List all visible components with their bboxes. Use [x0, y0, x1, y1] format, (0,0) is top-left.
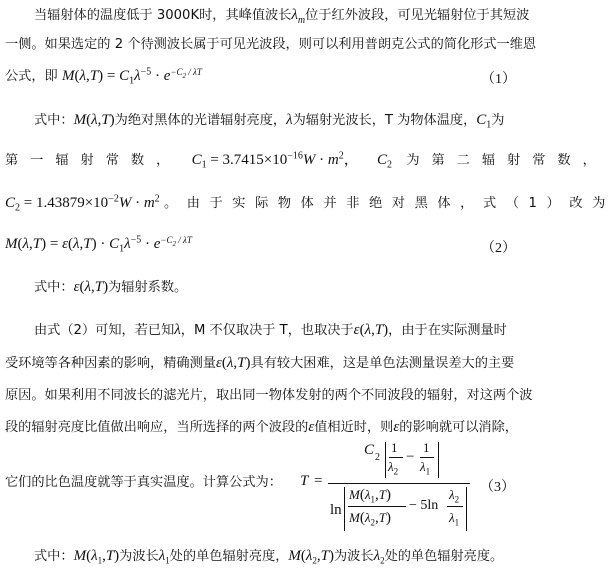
- equation-1: M: [62, 68, 75, 84]
- p2-line1: 式中：M(λ,T)为绝对黑体的光谱辐射亮度，λ为辐射光波长，T 为物体温度，$C_1$为: [34, 112, 505, 131]
- p4-line2: 受环境等各种因素的影响，精确测量ε(λ,T)具有较大困难，这是单色法测量误差大的主要: [5, 355, 515, 371]
- p5-line: 式中：$M(\lambda_1,T)$为波长$\lambda_1$处的单色辐射亮度，$M(\lambda_2,T)$为波长$\lambda_2$处的单色辐射亮度。: [34, 548, 504, 566]
- equation-3-number: （3）: [480, 480, 515, 495]
- p2-line3: $C_2 = 1.43879\times 10^{-2}W \cdot m^2$ 。由于实际物体并非绝对黑体，式（1）改为: [5, 193, 615, 214]
- M-lambda-T: M: [73, 112, 87, 128]
- p2-line2: 第一辐射常数， $C_1 = 3.7415\times 10^{-16}W \cdot m^2$， $C_2$ 为第二辐射常数，: [5, 150, 608, 171]
- p1-line3: 公式，即 $M(\lambda,T) = C_1\lambda^{-5} \cdot e^{-C_2 / \lambda T}$: [5, 66, 202, 87]
- p1-line1-text-a: 当辐射体的温度低于 3000K时，其峰值波长: [34, 8, 292, 23]
- p4-line5: 它们的比色温度就等于真实温度。计算公式为：: [5, 475, 282, 490]
- p4-line1: 由式（2）可知，若已知λ，M 不仅取决于 T，也取决于ε(λ,T)，由于在实际测量时: [34, 322, 507, 338]
- p4-line3: 原因。如果利用不同波长的滤光片，取出同一物体发射的两个不同波段的辐射，对这两个波: [5, 388, 533, 403]
- equation-1-number: （1）: [481, 72, 516, 87]
- p1-line2: 一侧。如果选定的 2 个待测波长属于可见光波段，则可以利用普朗克公式的简化形式一维恩: [5, 37, 537, 52]
- equation-2-number: （2）: [481, 241, 516, 256]
- p3-line: 式中：ε(λ,T)为辐射系数。: [34, 279, 188, 295]
- p1-line1-text-b: 位于红外波段，可见光辐射位于其短波: [305, 8, 530, 23]
- equation-2: $M(\lambda,T) = \varepsilon(\lambda,T) \cdot C_1\lambda^{-5} \cdot e^{-C_2 / \lambda T}$: [5, 234, 192, 255]
- p1-line1: [0, 5, 570, 26]
- lambda-m-symbol: $\lambda_m$: [291, 7, 306, 26]
- p1-line3-text: 公式，即: [5, 69, 58, 84]
- p4-line4: 段的辐射亮度比值做出响应，当所选择的两个波段的ε值相近时，则ε的影响就可以消除，: [5, 419, 518, 435]
